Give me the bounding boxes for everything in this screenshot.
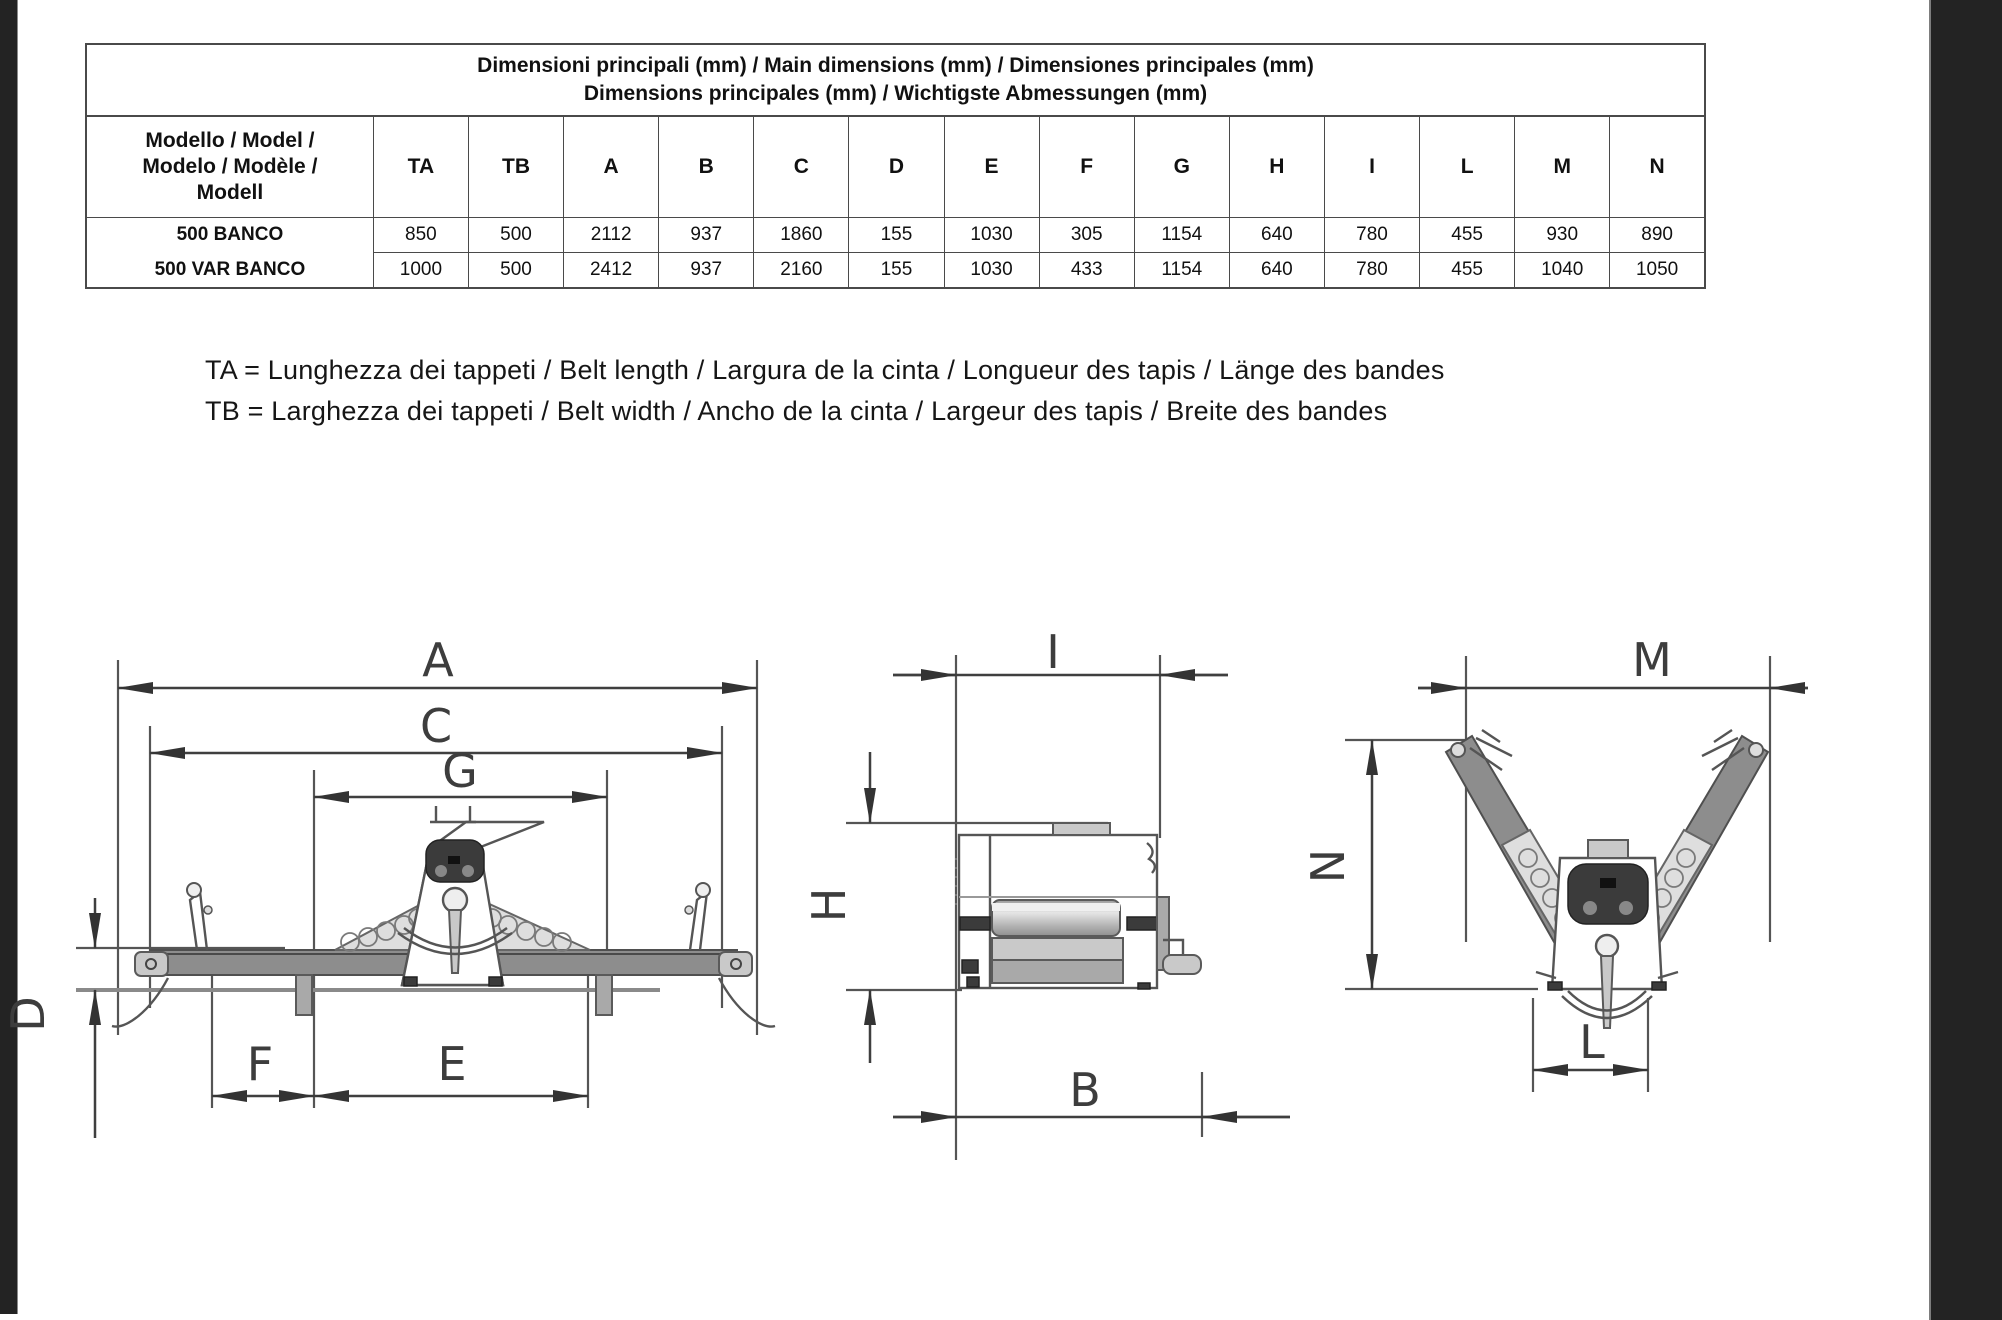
- cell-l: 455: [1420, 253, 1515, 289]
- legend-notes: [205, 350, 1445, 432]
- side-view-drawing: [802, 625, 1290, 1160]
- legend-tb: TB = Larghezza dei tappeti / Belt width / Ancho de la cinta / Largeur des tapis / Breite des bandes: [205, 396, 1388, 426]
- sheeter-side-art: [956, 823, 1201, 989]
- cell-a: 2412: [564, 253, 659, 289]
- folded-view-drawing: [1301, 633, 1808, 1092]
- cell-b: 937: [659, 253, 754, 289]
- table-title-row: [86, 44, 1705, 116]
- dim-label-e: E: [437, 1037, 467, 1091]
- cell-a: 2112: [564, 218, 659, 253]
- table-row: [86, 253, 1705, 289]
- sheeter-folded-art: [1446, 730, 1768, 1028]
- col-header-ta: TA: [373, 116, 468, 218]
- cell-n: 1050: [1610, 253, 1705, 289]
- dim-label-g: G: [442, 744, 478, 798]
- model-name: 500 BANCO: [86, 218, 373, 253]
- dim-label-c: C: [419, 699, 453, 753]
- col-header-g: G: [1134, 116, 1229, 218]
- cell-h: 640: [1229, 253, 1324, 289]
- dim-label-b: B: [1069, 1063, 1101, 1117]
- cell-f: 433: [1039, 253, 1134, 289]
- cell-c: 1860: [754, 218, 849, 253]
- col-header-d: D: [849, 116, 944, 218]
- table-title-line1: Dimensioni principali (mm) / Main dimensions (mm) / Dimensiones principales (mm): [477, 54, 1314, 77]
- cell-e: 1030: [944, 253, 1039, 289]
- cell-ta: 850: [373, 218, 468, 253]
- col-header-e: E: [944, 116, 1039, 218]
- cell-tb: 500: [468, 218, 563, 253]
- table-title-line2: Dimensions principales (mm) / Wichtigste Abmessungen (mm): [583, 82, 1208, 105]
- technical-drawing: [1, 625, 1820, 1140]
- cell-d: 155: [849, 218, 944, 253]
- cell-ta: 1000: [373, 253, 468, 289]
- cell-b: 937: [659, 218, 754, 253]
- cell-e: 1030: [944, 218, 1039, 253]
- col-header-l: L: [1420, 116, 1515, 218]
- dim-label-f: F: [246, 1037, 274, 1091]
- col-header-n: N: [1610, 116, 1705, 218]
- viewer-left-bar: [0, 0, 18, 1314]
- dim-label-d: D: [1, 996, 55, 1032]
- cell-g: 1154: [1134, 253, 1229, 289]
- col-header-f: F: [1039, 116, 1134, 218]
- col-header-m: M: [1515, 116, 1610, 218]
- table-title: [86, 44, 1705, 116]
- dim-label-h: H: [802, 887, 856, 923]
- legend-ta: TA = Lunghezza dei tappeti / Belt length / Largura de la cinta / Longueur des tapis / Länge des bandes: [205, 355, 1445, 385]
- cell-d: 155: [849, 253, 944, 289]
- dim-label-n: N: [1301, 848, 1355, 884]
- cell-n: 890: [1610, 218, 1705, 253]
- front-view-drawing: [1, 633, 775, 1138]
- model-column-header: Modello / Model / Modelo / Modèle / Modell: [86, 116, 373, 218]
- col-header-h: H: [1229, 116, 1324, 218]
- cell-i: 780: [1324, 218, 1419, 253]
- cell-l: 455: [1420, 218, 1515, 253]
- col-header-tb: TB: [468, 116, 563, 218]
- cell-tb: 500: [468, 253, 563, 289]
- col-header-a: A: [564, 116, 659, 218]
- dim-label-l: L: [1579, 1015, 1605, 1069]
- viewer-right-bar: [1929, 0, 2002, 1320]
- table-header-row: [86, 116, 1705, 218]
- cell-i: 780: [1324, 253, 1419, 289]
- dim-label-a: A: [422, 633, 454, 687]
- cell-m: 1040: [1515, 253, 1610, 289]
- col-header-i: I: [1324, 116, 1419, 218]
- col-header-c: C: [754, 116, 849, 218]
- cell-h: 640: [1229, 218, 1324, 253]
- cell-m: 930: [1515, 218, 1610, 253]
- dimensions-table: [85, 43, 1706, 289]
- cell-g: 1154: [1134, 218, 1229, 253]
- cell-f: 305: [1039, 218, 1134, 253]
- col-header-b: B: [659, 116, 754, 218]
- dim-label-i: I: [1046, 625, 1060, 679]
- table-row: [86, 218, 1705, 253]
- cell-c: 2160: [754, 253, 849, 289]
- model-name: 500 VAR BANCO: [86, 253, 373, 289]
- dim-label-m: M: [1632, 633, 1672, 687]
